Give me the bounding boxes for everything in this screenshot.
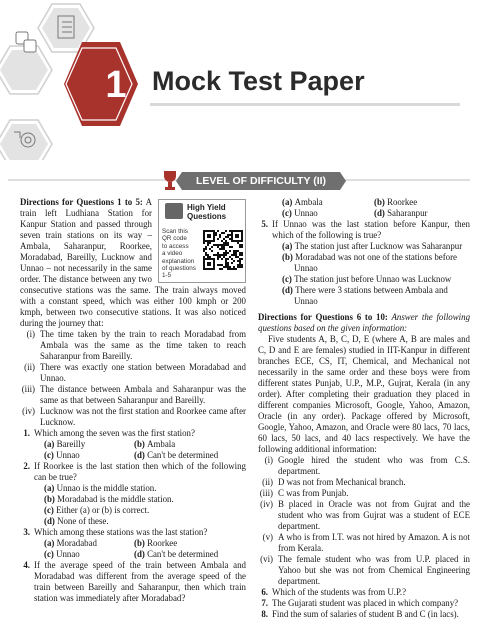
option-text: Roorkee	[387, 197, 418, 207]
option-text: Moradabad is the middle station.	[57, 494, 174, 504]
left-condition	[20, 362, 246, 384]
condition-text: Google hired the student who was from C.S. department.	[278, 455, 470, 476]
option	[44, 516, 246, 527]
left-condition	[20, 406, 246, 428]
option	[44, 450, 134, 461]
condition-text: The distance between Ambala and Saharanpur was the same as that between Saharanpur and Bareilly.	[40, 384, 246, 405]
condition-key: (ii)	[262, 477, 273, 487]
condition-text: The time taken by the train to reach Moradabad from Ambala was the same as the time taken to reach Saharanpur from Bareilly.	[40, 329, 246, 361]
question-text: If the average speed of the train between Ambala and Moradabad was different from the average speed of the train between Bareilly and Saharanpur, then which train station was immediately after Moradabad?	[34, 560, 246, 603]
directions-text-2: Answer the following questions based on the given information:	[258, 312, 471, 333]
option	[134, 549, 224, 560]
qr-title-line2: Questions	[187, 212, 227, 221]
directions-label-2: Directions for Questions 6 to 10:	[258, 312, 388, 322]
condition-key: (iii)	[259, 488, 273, 498]
option-row	[282, 197, 470, 208]
right-column	[258, 197, 470, 620]
level-of-difficulty: LEVEL OF DIFFICULTY (II)	[195, 175, 327, 187]
option-key: (a)	[282, 241, 295, 251]
qr-caption-line: explanation	[162, 257, 195, 265]
option-key: (a)	[44, 439, 57, 449]
option-text: Moradabad	[56, 538, 97, 548]
question	[20, 560, 246, 604]
option-text: The station just after Lucknow was Saharanpur	[294, 241, 463, 251]
option-row	[44, 450, 246, 461]
question-number: 3.	[23, 527, 30, 537]
condition-text: Lucknow was not the first station and Roorkee came after Lucknow.	[40, 406, 246, 427]
question-5	[258, 219, 470, 307]
qr-caption	[162, 228, 198, 280]
option	[134, 439, 224, 450]
option-key: (c)	[44, 549, 57, 559]
question-text: Which among these stations was the last station?	[34, 527, 208, 537]
option-key: (b)	[374, 197, 388, 207]
condition-key: (i)	[26, 329, 35, 339]
directions-label: Directions for Questions 1 to 5:	[20, 197, 143, 207]
condition-key: (iii)	[21, 384, 35, 394]
condition-key: (i)	[264, 455, 273, 465]
option-key: (a)	[282, 197, 295, 207]
chapter-header	[0, 0, 480, 160]
question-text: Find the sum of salaries of student B and C (in lacs).	[272, 609, 459, 619]
qr-code-box	[158, 199, 246, 283]
right-condition	[258, 499, 470, 532]
option-key: (c)	[44, 450, 57, 460]
option-row	[44, 439, 246, 450]
question-options	[20, 538, 246, 560]
question-options	[20, 439, 246, 461]
question-number: 2.	[23, 461, 30, 471]
option	[282, 252, 470, 274]
option	[282, 241, 470, 252]
question-text: If Roorkee is the last station then which of the following can be true?	[34, 461, 246, 482]
dice-icon	[16, 32, 36, 52]
option	[282, 274, 470, 285]
condition-text: D was not from Mechanical branch.	[278, 477, 406, 487]
question-number: 5.	[261, 219, 268, 229]
option-text: None of these.	[57, 516, 109, 526]
question-number: 6.	[261, 587, 268, 597]
condition-text: There was exactly one station between Moradabad and Unnao.	[40, 362, 246, 383]
question-text: If Unnao was the last station before Kanpur, then which of the following is true?	[272, 219, 470, 240]
qr-caption-line: QR code	[162, 235, 187, 243]
question	[258, 598, 470, 609]
option-text: Can't be determined	[147, 549, 219, 559]
option-text: Unnao	[56, 549, 80, 559]
condition-text: B placed in Oracle was not from Gujrat and the student who was from Gujrat was a student of ECE department.	[278, 499, 470, 531]
right-condition	[258, 477, 470, 488]
question-text: Which among the seven was the first station?	[34, 428, 195, 438]
question-options	[20, 483, 246, 527]
question	[258, 587, 470, 598]
option-text: Can't be determined	[147, 450, 219, 460]
directions-6-10	[258, 312, 470, 334]
question-text: The Gujarati student was placed in which company?	[272, 598, 459, 608]
option	[44, 494, 246, 505]
qr-title	[187, 203, 226, 221]
qr-caption-line: of questions	[162, 265, 196, 273]
option-text: Ambala	[147, 439, 176, 449]
question-number: 8.	[261, 609, 268, 619]
right-condition	[258, 488, 470, 499]
option-key: (b)	[44, 494, 58, 504]
question	[258, 609, 470, 620]
question	[20, 461, 246, 483]
condition-key: (vi)	[260, 554, 273, 564]
option-key: (d)	[134, 549, 148, 559]
option	[282, 285, 470, 307]
option	[134, 538, 224, 549]
option-key: (d)	[44, 516, 58, 526]
condition-text: C was from Punjab.	[278, 488, 349, 498]
option	[44, 538, 134, 549]
option-text: Unnao	[56, 450, 80, 460]
qr-title-line1: High Yield	[187, 203, 226, 212]
option-text: There were 3 stations between Ambala and Unnao	[294, 285, 448, 306]
condition-key: (ii)	[24, 362, 35, 372]
conditions-list-2	[258, 455, 470, 587]
left-column	[20, 197, 246, 604]
condition-key: (iv)	[260, 499, 273, 509]
chapter-title: Mock Test Paper	[152, 66, 365, 96]
option	[282, 208, 374, 219]
option	[282, 197, 374, 208]
conditions-list-1	[20, 329, 246, 428]
left-condition	[20, 329, 246, 362]
option	[134, 450, 224, 461]
option-row	[44, 549, 246, 560]
option-key: (b)	[282, 252, 296, 262]
right-condition	[258, 554, 470, 587]
option-key: (b)	[134, 439, 148, 449]
option-text: Bareilly	[56, 439, 86, 449]
question	[258, 219, 470, 241]
question-number: 7.	[261, 598, 268, 608]
title-rule	[150, 103, 460, 106]
option-text: Saharanpur	[387, 208, 428, 218]
option-text: Moradabad was not one of the stations before Unnao	[294, 252, 457, 273]
qr-caption-line: to access	[162, 242, 189, 250]
option-key: (b)	[134, 538, 148, 548]
condition-text: The female student who was from U.P. placed in Yahoo but she was not from Chemical Engineering department.	[278, 554, 470, 586]
right-condition	[258, 532, 470, 554]
question	[20, 428, 246, 439]
option-row	[44, 538, 246, 549]
option	[374, 197, 466, 208]
info-paragraph: Five students A, B, C, D, E (where A, B are males and C, D and E are females) studied in IIT-Kanpur in different branches ECE, CS, IT, Chemical, and Mechanical not necessarily in the same order and these boys were from different states Punjab, U.P., M.P., Gujrat, Kerala (in any order). After completing their graduation they placed in different companies Microsoft, Google, Yahoo, Amazon, Oracle (in any order). Package offered by Microsoft, Google, Yahoo, Amazon, and Oracle were 80 lacs, 70 lacs, 60 lacs, 50 lacs, and 40 lacs respectively. We have the following additional information:	[258, 334, 470, 454]
option-key: (a)	[44, 538, 57, 548]
option-key: (d)	[374, 208, 388, 218]
option-text: Unnao	[294, 208, 318, 218]
qr-caption-line: Scan this	[162, 228, 188, 235]
directions-1-5	[20, 197, 246, 329]
option-text: The station just before Unnao was Lucknow	[294, 274, 452, 284]
question-text: Which of the students was from U.P.?	[272, 587, 407, 597]
option-key: (c)	[282, 208, 295, 218]
qr-caption-line: a video	[162, 250, 183, 258]
option-key: (c)	[44, 505, 57, 515]
option	[374, 208, 466, 219]
condition-key: (iv)	[22, 406, 35, 416]
option-text: Either (a) or (b) is correct.	[56, 505, 150, 515]
option-key: (a)	[44, 483, 57, 493]
questions-6-8	[258, 587, 470, 620]
left-condition	[20, 384, 246, 406]
question-number: 4.	[23, 560, 30, 570]
qr-caption-line: 1-5	[162, 272, 172, 280]
video-icon	[165, 203, 183, 219]
option-text: Roorkee	[147, 538, 178, 548]
q4-options	[258, 197, 470, 219]
option-text: Ambala	[294, 197, 323, 207]
question	[20, 527, 246, 538]
option	[44, 483, 246, 494]
question-number: 1.	[23, 428, 30, 438]
option-key: (d)	[134, 450, 148, 460]
qr-code-icon[interactable]	[203, 230, 243, 270]
condition-text: A who is from I.T. was not hired by Amazon. A is not from Kerala.	[278, 532, 470, 553]
condition-key: (v)	[262, 532, 273, 542]
chapter-number: 1	[105, 64, 127, 106]
option	[44, 505, 246, 516]
option-key: (c)	[282, 274, 295, 284]
option	[44, 549, 134, 560]
option-text: Unnao is the middle station.	[56, 483, 157, 493]
question-options	[258, 241, 470, 307]
option-row	[282, 208, 470, 219]
directions-text-a: A train left Ludhiana Station for Kanpur Station and passed through seven train stations on its way – Ambala, Saharanpur, Roorkee, Moradabad, Bareilly, Lucknow and Unnao – not necessarily in the same order. The distance between any two consecutive stations was the same. The train always moved with a constant speed, which was either 100 kmph or 200 kmph, between two consecutive stations. It was also noticed during the journey that:	[20, 197, 246, 328]
right-condition	[258, 455, 470, 477]
questions-1-4	[20, 428, 246, 604]
option	[44, 439, 134, 450]
option-key: (d)	[282, 285, 296, 295]
